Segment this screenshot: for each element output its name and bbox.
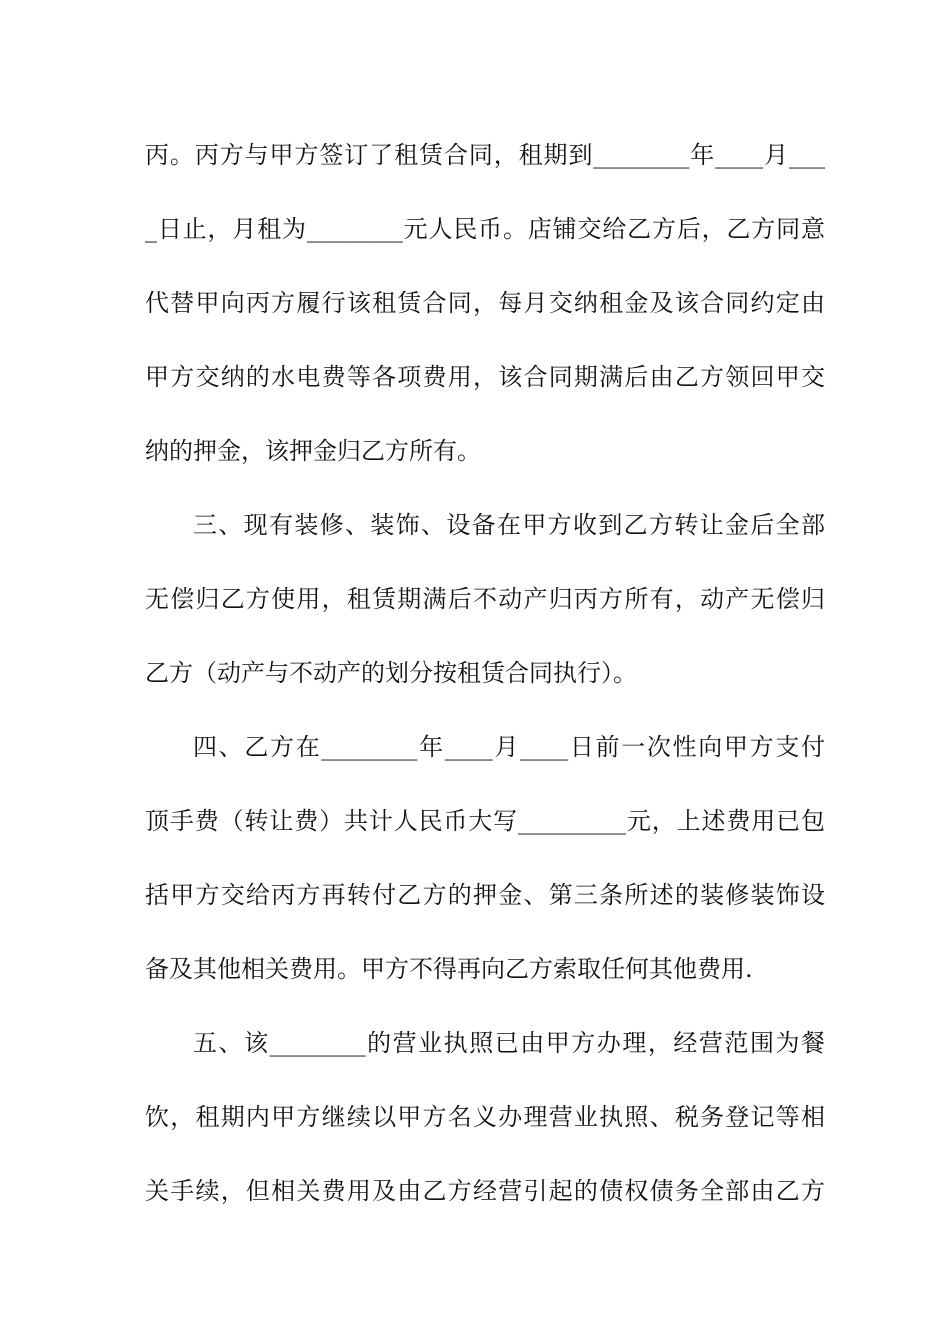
text-line: 代替甲向丙方履行该租赁合同，每月交纳租金及该合同约定由: [145, 289, 825, 317]
text-line: 备及其他相关费用。甲方不得再向乙方索取任何其他费用.: [145, 955, 753, 983]
text-line: 关手续，但相关费用及由乙方经营引起的债权债务全部由乙方: [145, 1177, 825, 1205]
paragraph-four-heading-line: 四、乙方在________年____月____日前一次性向甲方支付: [193, 733, 825, 761]
text-line: 纳的押金，该押金归乙方所有。: [145, 437, 481, 465]
text-line: 括甲方交给丙方再转付乙方的押金、第三条所述的装修装饰设: [145, 881, 825, 909]
text-line: 饮，租期内甲方继续以甲方名义办理营业执照、税务登记等相: [145, 1103, 825, 1131]
text-line: 甲方交纳的水电费等各项费用，该合同期满后由乙方领回甲交: [145, 363, 825, 391]
text-line: 无偿归乙方使用，租赁期满后不动产归丙方所有，动产无偿归: [145, 585, 825, 613]
text-line: 丙。丙方与甲方签订了租赁合同，租期到________年____月___: [145, 141, 825, 169]
paragraph-three-heading-line: 三、现有装修、装饰、设备在甲方收到乙方转让金后全部: [193, 511, 825, 539]
paragraph-five-heading-line: 五、该________的营业执照已由甲方办理，经营范围为餐: [193, 1029, 825, 1057]
text-line: _日止，月租为________元人民币。店铺交给乙方后，乙方同意: [145, 215, 825, 243]
text-line: 乙方（动产与不动产的划分按租赁合同执行）。: [145, 659, 637, 687]
text-line: 顶手费（转让费）共计人民币大写_________元，上述费用已包: [145, 807, 825, 835]
